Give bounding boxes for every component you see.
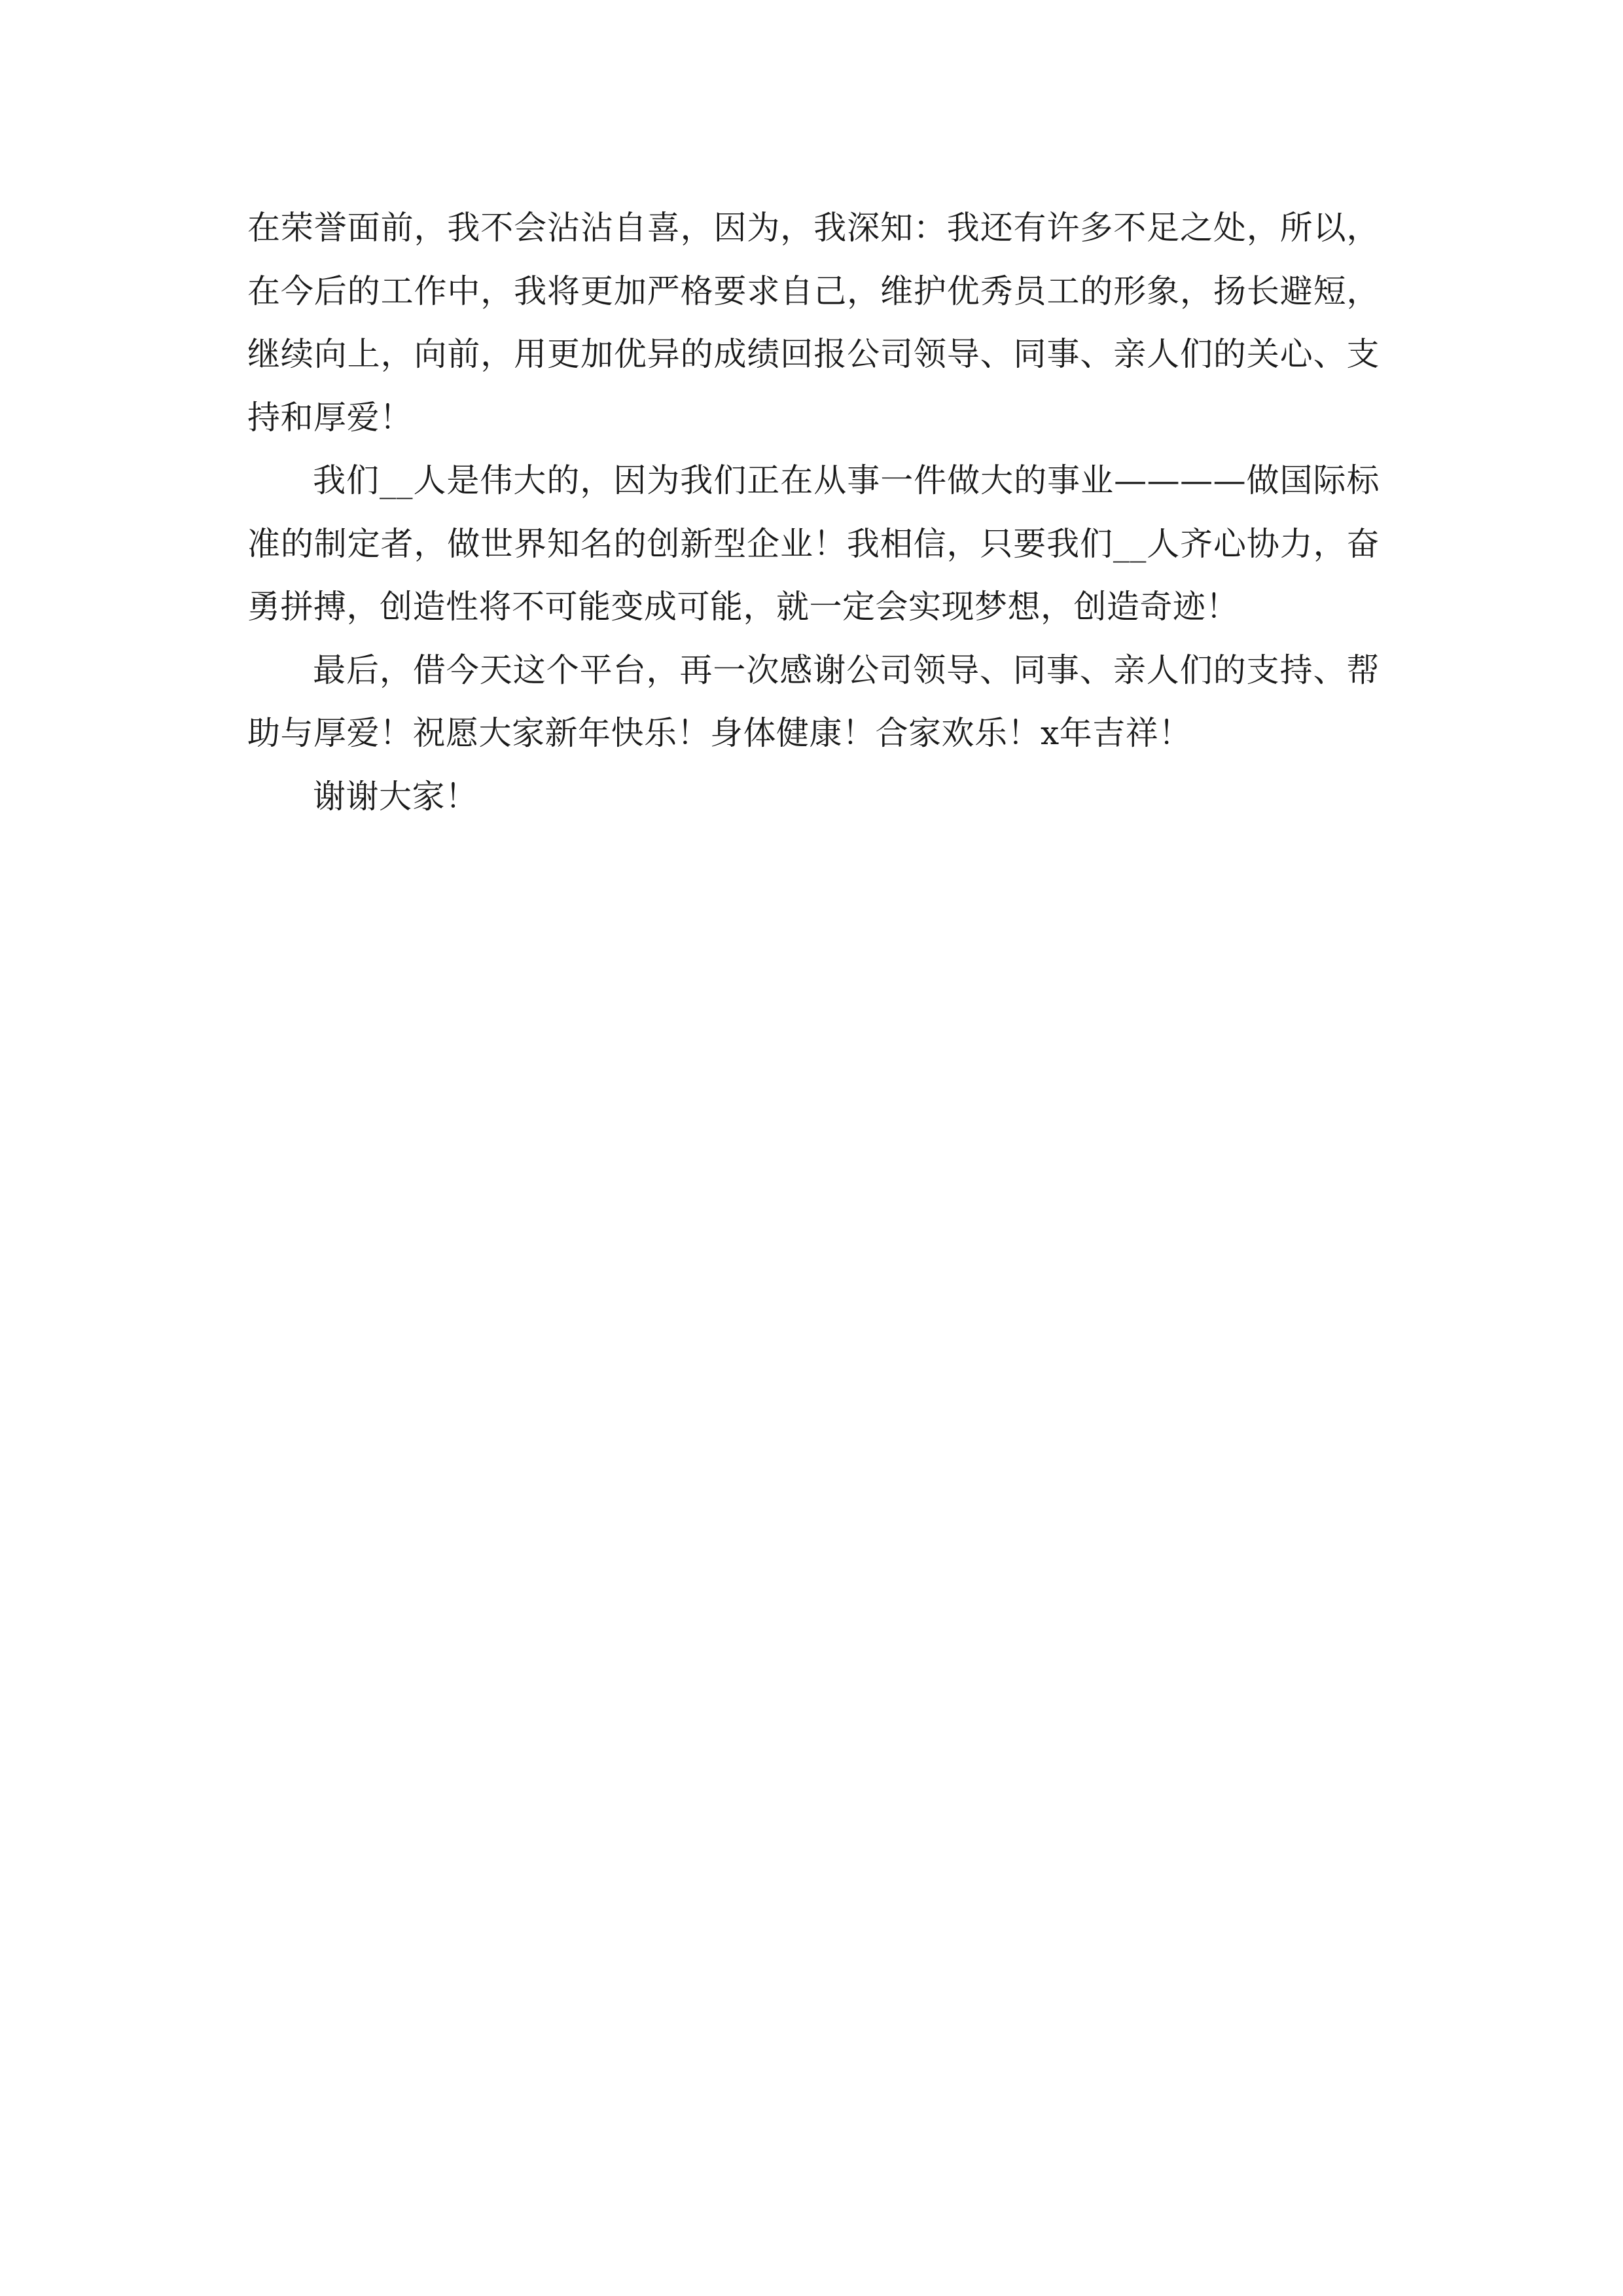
paragraph-closing: 谢谢大家！ [313, 777, 478, 816]
paragraph-honor: 在荣誉面前，我不会沾沾自喜，因为，我深知：我还有许多不足之处，所以，在今后的工作中，我将更加严格要求自己，维护优秀员工的形象，扬长避短，继续向上，向前，用更加优异的成绩回报公司领导、同事、亲人们的关心、支持和厚爱！ [247, 209, 1380, 437]
paragraph-mission: 我们__人是伟大的，因为我们正在从事一件做大的事业————做国际标准的制定者，做世界知名的创新型企业！我相信，只要我们__人齐心协力，奋勇拼搏，创造性将不可能变成可能，就一定会实现梦想，创造奇迹！ [247, 461, 1380, 626]
document-body [247, 196, 1380, 828]
paragraph-thanks: 最后，借今天这个平台，再一次感谢公司领导、同事、亲人们的支持、帮助与厚爱！祝愿大家新年快乐！身体健康！合家欢乐！x年吉祥！ [247, 651, 1380, 752]
